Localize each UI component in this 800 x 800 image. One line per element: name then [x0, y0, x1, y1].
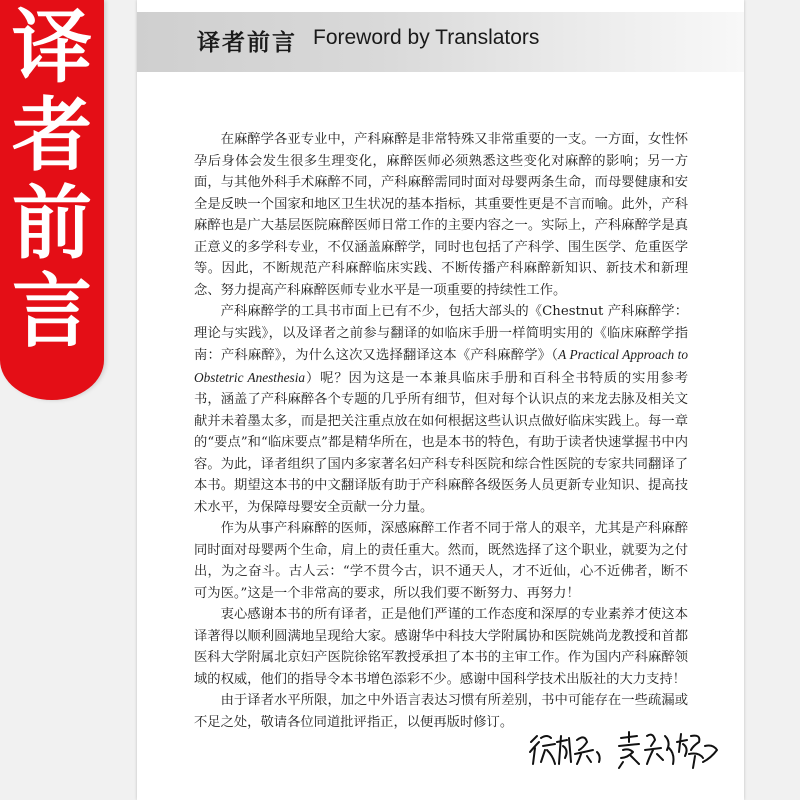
- paragraph-text: 产科麻醉学的工具书市面上已有不少，包括大部头的《Chestnut 产科麻醉学：理论与实践》，以及译者之前参与翻译的如临床手册一样简明实用的《临床麻醉学指南：产科麻醉》，为什么这次又选择翻译这本《产科麻醉学》（: [194, 304, 688, 363]
- paragraph-text: 由于译者水平所限，加之中外语言表达习惯有所差别，书中可能存在一些疏漏或不足之处，敬请各位同道批评指正，以便再版时修订。: [194, 693, 688, 730]
- paragraph: [194, 518, 688, 604]
- paragraph: [194, 604, 688, 690]
- signature-huang-shaoqiang: [617, 728, 727, 770]
- paragraph-text: 衷心感谢本书的所有译者，正是他们严谨的工作态度和深厚的专业素养才使这本译著得以顺利圆满地呈现给大家。感谢华中科技大学附属协和医院姚尚龙教授和首都医科大学附属北京妇产医院徐铭军教授承担了本书的主审工作。作为国内产科麻醉领域的权威，他们的指导令本书增色添彩不少。感谢中国科学技术出版社的大力支持！: [194, 607, 688, 687]
- paragraph: [194, 129, 688, 301]
- paragraph: [194, 301, 688, 518]
- book-page: [137, 0, 744, 800]
- paragraph-text: 在麻醉学各亚专业中，产科麻醉是非常特殊又非常重要的一支。一方面，女性怀孕后身体会发生很多生理变化，麻醉医师必须熟悉这些变化对麻醉的影响；另一方面，与其他外科手术麻醉不同，产科麻醉需同时面对母婴两条生命，而母婴健康和安全是反映一个国家和地区卫生状况的基本指标，其重要性更是不言而喻。此外，产科麻醉也是广大基层医院麻醉医师日常工作的主要内容之一。实际上，产科麻醉学是真正意义的多学科专业，不仅涵盖麻醉学，同时也包括了产科学、围生医学、危重医学等。因此，不断规范产科麻醉临床实践、不断传播产科麻醉新知识、新技术和新理念、努力提高产科麻醉医师专业水平是一项重要的持续性工作。: [194, 132, 688, 298]
- signatures: [527, 728, 727, 778]
- header-title-zh: 译者前言: [197, 30, 297, 56]
- banner-title: [0, 1, 104, 358]
- banner-char: 者: [12, 89, 92, 182]
- paragraph: [194, 690, 688, 733]
- book-title-italic: A Practical Approach to Obstetric Anesthesia: [194, 347, 689, 385]
- banner-char: 前: [12, 177, 92, 270]
- banner-char: 译: [12, 1, 92, 94]
- page-header: [137, 12, 744, 72]
- header-title-en: Foreword by Translators: [313, 26, 540, 49]
- banner-char: 言: [12, 265, 92, 358]
- paragraph-text: ）呢？因为这是一本兼具临床手册和百科全书特质的实用参考书，涵盖了产科麻醉各个专题的几乎所有细节，但对每个认识点的来龙去脉及相关文献并未着墨太多，而是把关注重点放在如何根据这些认识点做好临床实践上。每一章的“要点”和“临床要点”都是精华所在，也是本书的特色，有助于读者快速掌握书中内容。为此，译者组织了国内多家著名妇产科专科医院和综合性医院的专家共同翻译了本书。期望这本书的中文翻译版有助于产科麻醉各级医务人员更新专业知识、提高技术水平，为保障母婴安全贡献一分力量。: [194, 370, 689, 515]
- paragraph-text: 作为从事产科麻醉的医师，深感麻醉工作者不同于常人的艰辛，尤其是产科麻醉同时面对母婴两个生命，肩上的责任重大。然而，既然选择了这个职业，就要为之付出，为之奋斗。古人云：“学不贯今古，识不通天人，才不近仙，心不近佛者，断不可为医。”这是一个非常高的要求，所以我们要不断努力、再努力！: [194, 521, 688, 601]
- signature-xu-mingjun: [527, 728, 612, 770]
- side-banner: [0, 0, 104, 400]
- foreword-body: [194, 129, 688, 733]
